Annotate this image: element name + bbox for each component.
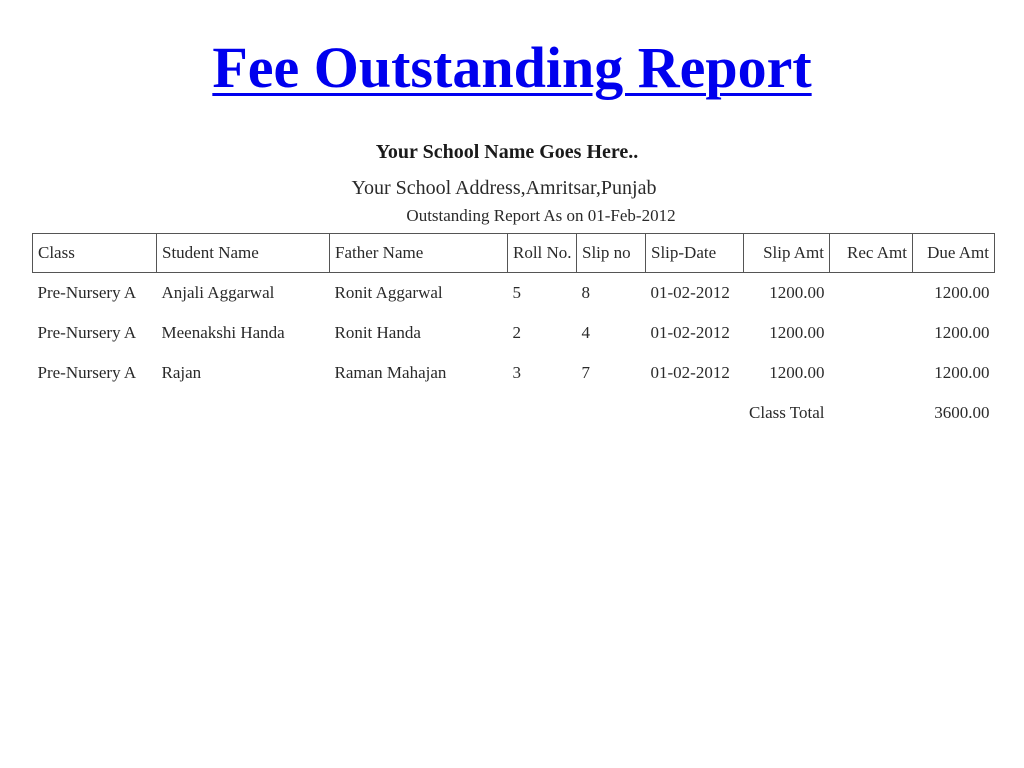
report [32,140,994,433]
table-row [33,313,995,353]
cell-slip-date: 01-02-2012 [650,363,730,382]
outstanding-report-table [32,233,995,433]
cell-slip-amt: 1200.00 [769,363,825,382]
header-rec-amt: Rec Amt [830,234,913,273]
header-slip-amt: Slip Amt [744,234,830,273]
class-total-label: Class Total [749,403,825,422]
class-total-value: 3600.00 [934,403,990,422]
cell-class: Pre-Nursery A [37,323,137,342]
header-due-amt: Due Amt [913,234,995,273]
cell-slip-no: 7 [581,363,590,382]
cell-father-name: Raman Mahajan [334,363,447,382]
cell-father-name: Ronit Handa [334,323,421,342]
cell-roll-no: 2 [512,323,521,342]
cell-class: Pre-Nursery A [37,363,137,382]
school-address: Your School Address,Amritsar,Punjab [351,177,657,199]
report-subtitle: Outstanding Report As on 01-Feb-2012 [406,206,676,225]
cell-slip-date: 01-02-2012 [650,323,730,342]
slide-title: Fee Outstanding Report [212,35,812,100]
cell-slip-date: 01-02-2012 [650,283,730,302]
cell-due-amt: 1200.00 [934,283,990,302]
cell-due-amt: 1200.00 [934,363,990,382]
header-slip-date: Slip-Date [646,234,744,273]
header-slip-no: Slip no [577,234,646,273]
cell-slip-no: 4 [581,323,590,342]
cell-class: Pre-Nursery A [37,283,137,302]
cell-due-amt: 1200.00 [934,323,990,342]
cell-roll-no: 5 [512,283,521,302]
table-row [33,273,995,314]
class-total-row [33,393,995,433]
cell-student-name: Rajan [161,363,202,382]
cell-roll-no: 3 [512,363,521,382]
cell-student-name: Anjali Aggarwal [161,283,275,302]
header-class: Class [33,234,157,273]
cell-rec-amt [830,273,913,314]
table-header-row [33,234,995,273]
cell-rec-amt [830,313,913,353]
cell-rec-amt [830,353,913,393]
cell-slip-amt: 1200.00 [769,323,825,342]
cell-slip-no: 8 [581,283,590,302]
table-row [33,353,995,393]
header-roll-no: Roll No. [508,234,577,273]
cell-slip-amt: 1200.00 [769,283,825,302]
cell-father-name: Ronit Aggarwal [334,283,443,302]
cell-student-name: Meenakshi Handa [161,323,285,342]
header-father-name: Father Name [330,234,508,273]
header-student-name: Student Name [157,234,330,273]
school-name: Your School Name Goes Here.. [375,141,639,163]
